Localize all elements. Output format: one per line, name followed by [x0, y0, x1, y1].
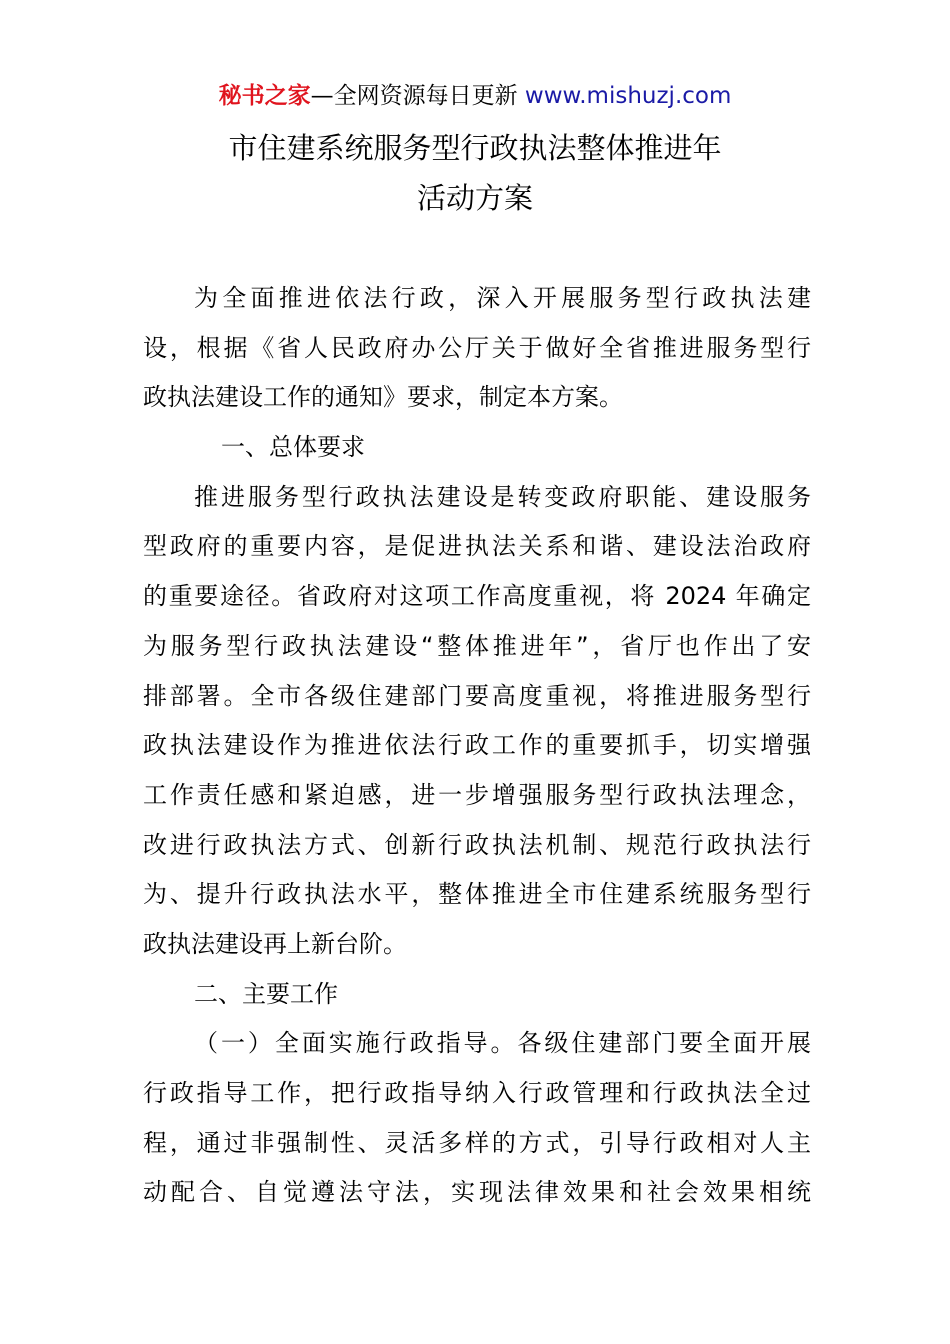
paragraph-line: 改进行政执法方式、创新行政执法机制、规范行政执法行 — [143, 830, 811, 859]
paragraph-line: 为、提升行政执法水平，整体推进全市住建系统服务型行 — [143, 880, 811, 909]
paragraph-line: 推进服务型行政执法建设是转变政府职能、建设服务 — [194, 482, 811, 511]
paragraph-line: 动配合、自觉遵法守法，实现法律效果和社会效果相统 — [143, 1178, 811, 1207]
section-heading: 二、主要工作 — [194, 979, 338, 1008]
paragraph-line: （一）全面实施行政指导。各级住建部门要全面开展 — [194, 1029, 811, 1058]
paragraph-line: 设，根据《省人民政府办公厅关于做好全省推进服务型行 — [143, 333, 811, 362]
paragraph-line: 为服务型行政执法建设“整体推进年”，省厅也作出了安 — [143, 631, 811, 660]
paragraph-line: 程，通过非强制性、灵活多样的方式，引导行政相对人主 — [143, 1128, 811, 1157]
paragraph-line: 政执法建设再上新台阶。 — [143, 929, 407, 958]
paragraph-line: 政执法建设作为推进依法行政工作的重要抓手，切实增强 — [143, 731, 811, 760]
paragraph-line: 工作责任感和紧迫感，进一步增强服务型行政执法理念， — [143, 780, 811, 809]
site-url[interactable]: www.mishuzj.com — [524, 83, 732, 109]
section-heading: 一、总体要求 — [221, 433, 365, 462]
paragraph-line: 排部署。全市各级住建部门要高度重视，将推进服务型行 — [143, 681, 811, 710]
paragraph-line: 型政府的重要内容，是促进执法关系和谐、建设法治政府 — [143, 532, 811, 561]
paragraph-line: 的重要途径。省政府对这项工作高度重视，将 2024 年确定 — [143, 582, 811, 611]
paragraph-line: 行政指导工作，把行政指导纳入行政管理和行政执法全过 — [143, 1079, 811, 1107]
document-body — [143, 274, 811, 1218]
paragraph-line: 政执法建设工作的通知》要求，制定本方案。 — [143, 383, 623, 412]
document-title-line-2: 活动方案 — [416, 181, 533, 215]
brand-name: 秘书之家 — [218, 83, 311, 109]
document-title-line-1: 市住建系统服务型行政执法整体推进年 — [228, 131, 722, 165]
site-slogan: —全网资源每日更新 — [310, 83, 518, 109]
paragraph-line: 为全面推进依法行政，深入开展服务型行政执法建 — [194, 284, 811, 312]
site-header — [0, 80, 950, 112]
